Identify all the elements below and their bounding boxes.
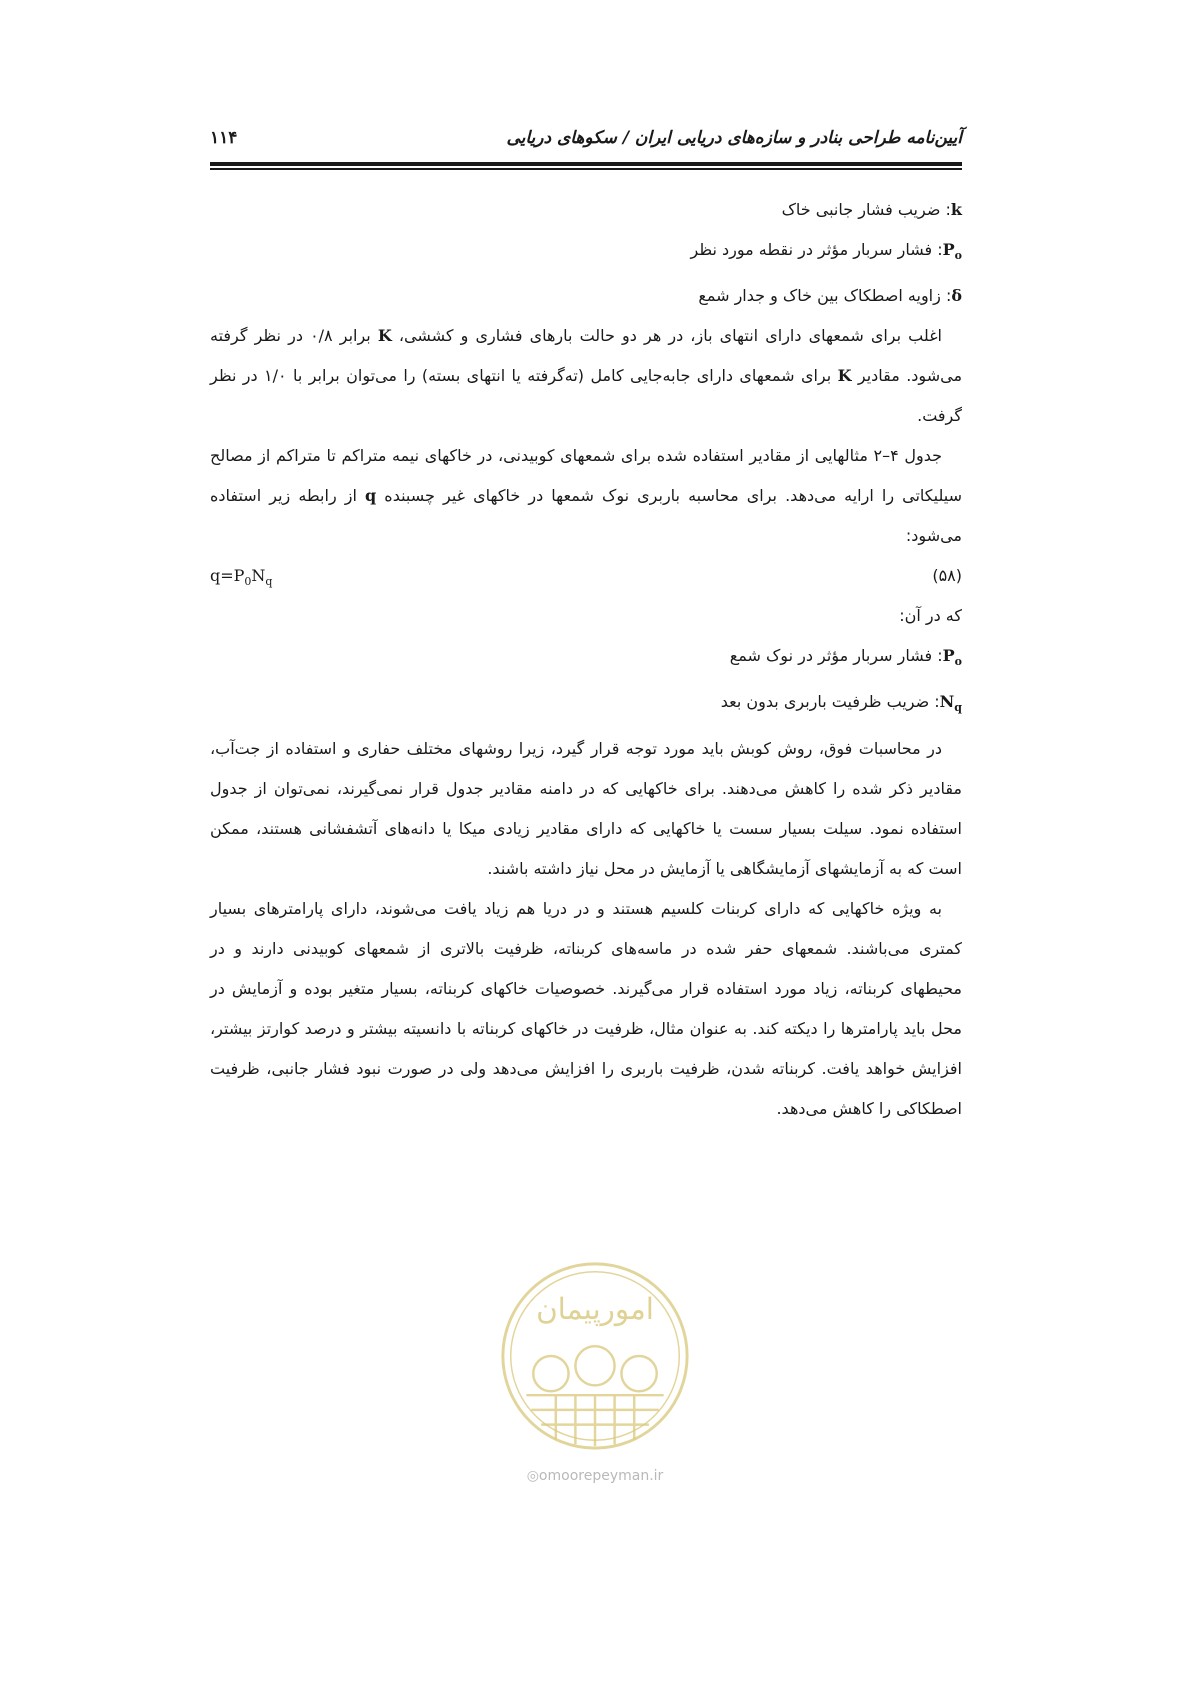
formula: $q=P_0N_q$ <box>210 566 273 589</box>
globe-icon: ◎ <box>526 1468 539 1484</box>
definition-text: : فشار سربار مؤثر در نوک شمع <box>729 646 943 666</box>
header-rule-thick <box>210 162 962 166</box>
definition-po <box>210 230 962 276</box>
watermark-logo-text: امورپیمان <box>536 1291 654 1326</box>
watermark-url-text: omoorepeyman.ir <box>538 1468 664 1484</box>
header-rule-thin <box>210 168 962 170</box>
symbol-po: $P_o$ <box>942 646 962 669</box>
paragraph-text: برای شمعهای دارای جابه‌جایی کامل (ته‌گرفته یا انتهای بسته) را می‌توان برابر با ۱/۰ در نظر گرفت. <box>210 366 962 426</box>
page-number: ۱۱۴ <box>210 128 238 148</box>
paragraph-table-reference <box>210 436 962 556</box>
definition-delta <box>210 276 962 316</box>
paragraph-text: برابر ۰/۸ در نظر گرفته می‌شود. مقادیر <box>210 326 963 386</box>
definition-k <box>210 190 962 230</box>
where-label: که در آن: <box>899 606 962 626</box>
book-title: آیین‌نامه طراحی بنادر و سازه‌های دریایی ایران / سکوهای دریایی <box>506 128 962 148</box>
watermark-url <box>490 1468 700 1484</box>
symbol-nq: $N_q$ <box>939 692 962 715</box>
symbol-po: $P_o$ <box>942 240 962 263</box>
paragraph-text: از رابطه زیر استفاده می‌شود: <box>210 486 962 546</box>
equation-58 <box>210 556 962 596</box>
page-header <box>210 128 962 158</box>
equation-number: (۵۸) <box>932 566 962 586</box>
watermark-logo <box>497 1258 693 1454</box>
paragraph-driving-method: در محاسبات فوق، روش کوبش باید مورد توجه قرار گیرد، زیرا روشهای مختلف حفاری و استفاده از جت‌آب، مقادیر ذکر شده را کاهش می‌دهند. برای خاکهایی که در دامنه مقادیر جدول قرار نمی‌گیرند، نمی‌توان از جدول استفاده نمود. سیلت بسیار سست یا خاکهایی که دارای مقادیر زیادی میکا یا دانه‌های آتشفشانی هستند، ممکن است که به آزمایشهای آزمایشگاهی یا آزمایش در محل نیاز داشته باشند. <box>210 738 962 878</box>
definition-nq <box>210 682 962 728</box>
paragraph-k-values <box>210 316 962 436</box>
definition-po-tip <box>210 636 962 682</box>
definition-text: : زاویه اصطکاک بین خاک و جدار شمع <box>698 286 952 306</box>
symbol-k-bold: K <box>377 326 392 346</box>
paragraph-text: جدول ۴–۲ مثالهایی از مقادیر استفاده شده برای شمعهای کوبیدنی، در خاکهای نیمه متراکم تا متراکم از مصالح سیلیکاتی را ارایه می‌دهد. برای محاسبه باربری نوک شمعها در خاکهای غیر چسبنده <box>210 446 962 506</box>
symbol-q-bold: q <box>365 486 377 506</box>
definition-text: : فشار سربار مؤثر در نقطه مورد نظر <box>690 240 943 259</box>
paragraph-carbonate-soils: به ویژه خاکهایی که دارای کربنات کلسیم هستند و در دریا هم زیاد یافت می‌شوند، دارای پارامترهای بسیار کمتری می‌باشند. شمعهای حفر شده در ماسه‌های کربناته، ظرفیت بالاتری از شمعهای کوبیدنی دارند و در محیطهای کربناته، زیاد مورد استفاده قرار می‌گیرند. خصوصیات خاکهای کربناته، بسیار متغیر بوده و آزمایش در محل باید پارامترها را دیکته کند. به عنوان مثال، ظرفیت در خاکهای کربناته با دانسیته بیشتر و درصد کوارتز بیشتر، افزایش خواهد یافت. کربناته شدن، ظرفیت باربری را افزایش می‌دهد ولی در صورت نبود فشار جانبی، ظرفیت اصطکاکی را کاهش می‌دهد. <box>210 898 962 1118</box>
symbol-delta: δ <box>951 286 962 306</box>
paragraph-text: اغلب برای شمعهای دارای انتهای باز، در هر دو حالت بارهای فشاری و کششی، <box>391 326 943 346</box>
symbol-k: k <box>950 200 962 219</box>
page-body <box>210 190 962 1129</box>
definition-text: : ضریب ظرفیت باربری بدون بعد <box>720 692 940 712</box>
symbol-k-bold: K <box>837 366 852 386</box>
definition-text: : ضریب فشار جانبی خاک <box>781 200 951 219</box>
